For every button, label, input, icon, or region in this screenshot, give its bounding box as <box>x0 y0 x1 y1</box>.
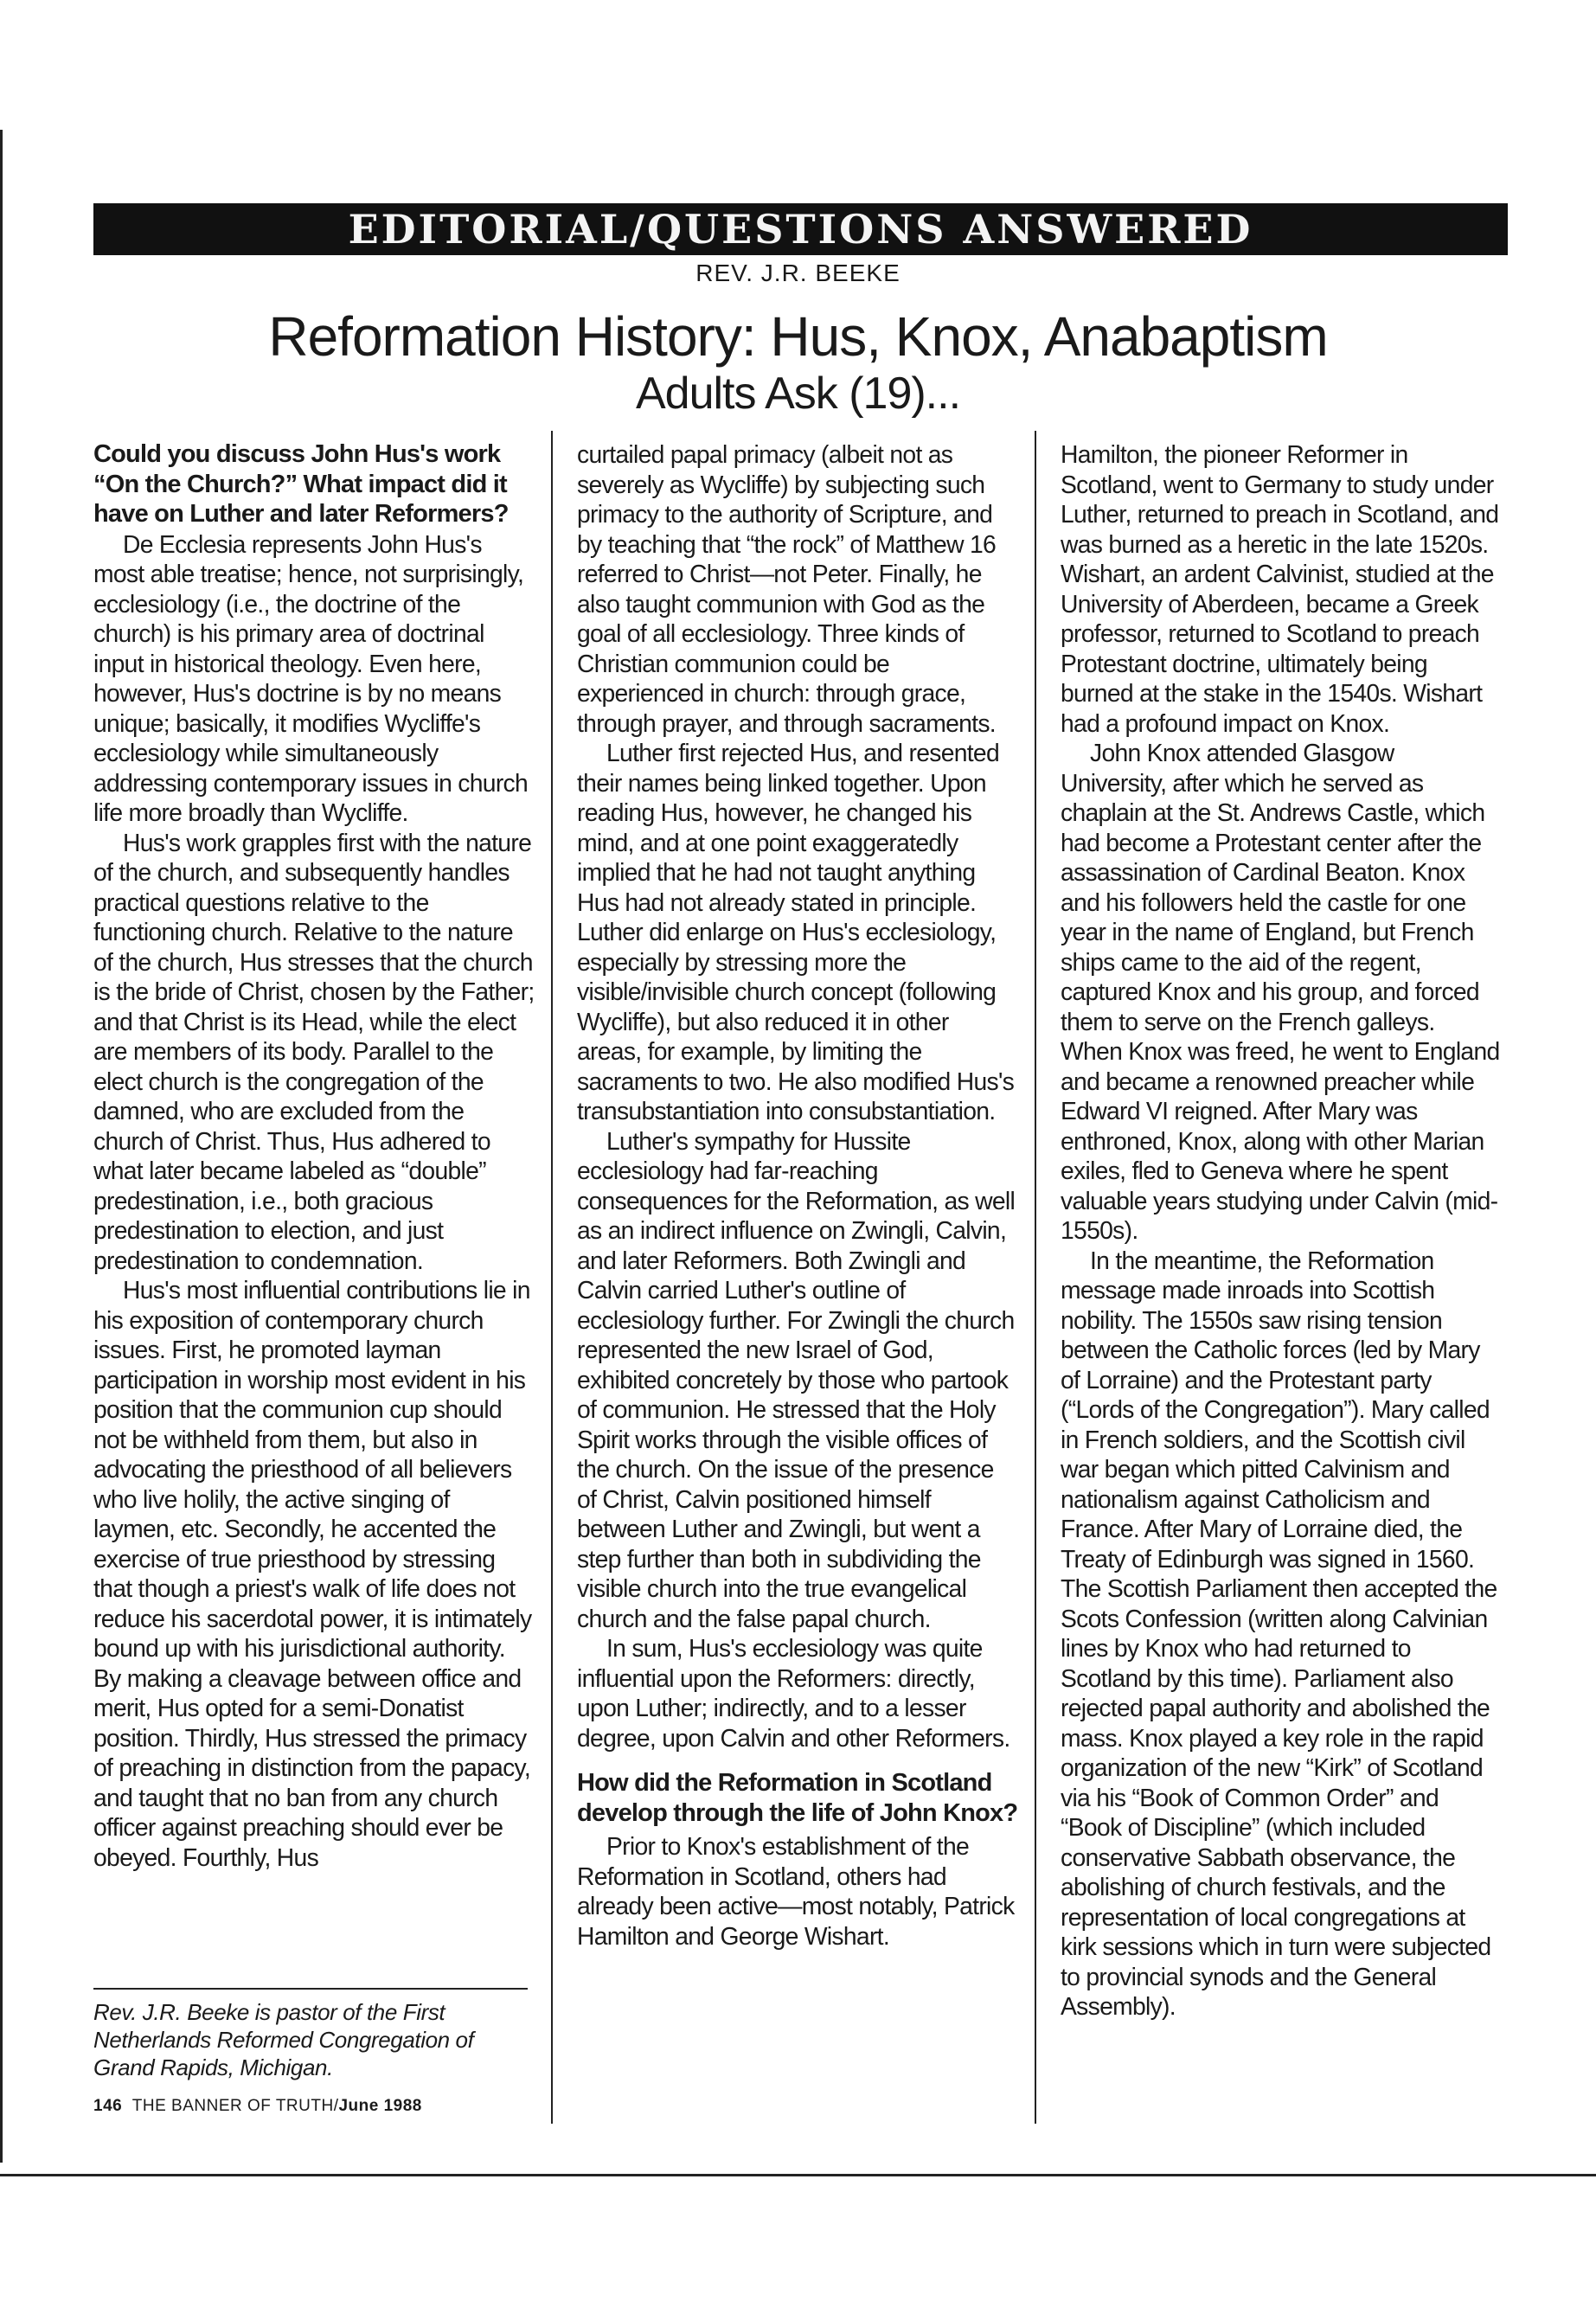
paragraph: Hus's most influential contributions lie in his exposition of contemporary church issues. First, he promoted layman participation in worship most evident in his position that the communion cup should not be withheld from them, but also in advocating the priesthood of all believers who live holily, the active singing of laymen, etc. Secondly, he accented the exercise of true priesthood by stressing that though a priest's walk of life does not reduce his sacerdotal power, it is intimately bound up with his jurisdictional authority. By making a cleavage between office and merit, Hus opted for a semi-Donatist position. Thirdly, Hus stressed the primacy of preaching in distinction from the papacy, and taught that no ban from any church officer against preaching should ever be obeyed. Fourthly, Hus <box>93 1276 532 1871</box>
paragraph: Hamilton, the pioneer Reformer in Scotland, went to Germany to study under Luther, returned to preach in Scotland, and was burned as a heretic in the late 1520s. Wishart, an ardent Calvinist, studied at the University of Aberdeen, became a Greek professor, returned to Scotland to preach Protestant doctrine, ultimately being burned at the stake in the 1540s. Wishart had a profound impact on Knox. <box>1061 440 1499 737</box>
column-1 <box>93 439 535 1872</box>
paragraph: John Knox attended Glasgow University, after which he served as chaplain at the St. Andrews Castle, which had become a Protestant center after the assassination of Cardinal Beaton. Knox and his followers held the castle for one year in the name of England, but French ships came to the aid of the regent, captured Knox and his group, and forced them to serve on the French galleys. When Knox was freed, he went to England and became a renowned preacher while Edward VI reigned. After Mary was enthroned, Knox, along with other Marian exiles, fled to Geneva where he spent valuable years studying under Calvin (mid-1550s). <box>1061 739 1500 1244</box>
paragraph: In the meantime, the Reformation message made inroads into Scottish nobility. The 1550s saw rising tension between the Catholic forces (led by Mary of Lorraine) and the Protestant party (“Lords of the Congregation”). Mary called in French soldiers, and the Scottish civil war began which pitted Calvinism and nationalism against Catholicism and France. After Mary of Lorraine died, the Treaty of Edinburgh was signed in 1560. The Scottish Parliament then accepted the Scots Confession (written along Calvinian lines by Knox who had returned to Scotland by this time). Parliament also rejected papal authority and abolished the mass. Knox played a key role in the rapid organization of the new “Kirk” of Scotland via his “Book of Common Order” and “Book of Discipline” (which included conservative Sabbath observance, the abolishing of church festivals, and the representation of local congregations at kirk sessions which in turn were subjected to provincial synods and the General Assembly). <box>1061 1246 1497 2020</box>
question-heading-hus: Could you discuss John Hus's work “On the Church?” What impact did it have on Luther and later Reformers? <box>93 440 509 528</box>
paragraph: Hus's work grapples first with the nature of the church, and subsequently handles practical questions relative to the functioning church. Relative to the nature of the church, Hus stresses that the church is the bride of Christ, chosen by the Father; and that Christ is its Head, while the elect are members of its body. Parallel to the elect church is the congregation of the damned, who are excluded from the church of Christ. Thus, Hus adhered to what later became labeled as “double” predestination, i.e., both gracious predestination to election, and just predestination to condemnation. <box>93 828 535 1274</box>
column-rule-2 <box>1035 431 1036 2124</box>
column-2 <box>577 439 1018 1951</box>
paragraph: In sum, Hus's ecclesiology was quite influential upon the Reformers: directly, upon Luther; indirectly, and to a lesser degree, upon Calvin and other Reformers. <box>577 1634 1010 1752</box>
paragraph: De Ecclesia represents John Hus's most able treatise; hence, not surprisingly, ecclesiology (i.e., the doctrine of the church) is his primary area of doctrinal input in historical theology. Even here, however, Hus's doctrine is by no means unique; basically, it modifies Wycliffe's ecclesiology while simultaneously addressing contemporary issues in church life more broadly than Wycliffe. <box>93 529 529 826</box>
paragraph: Prior to Knox's establishment of the Reformation in Scotland, others had already been active—most notably, Patrick Hamilton and George Wishart. <box>577 1832 1015 1950</box>
paragraph: curtailed papal primacy (albeit not as severely as Wycliffe) by subjecting such primacy to the authority of Scripture, and by teaching that “the rock” of Matthew 16 referred to Christ—not Peter. Finally, he also taught communion with God as the goal of all ecclesiology. Three kinds of Christian communion could be experienced in church: through grace, through prayer, and through sacraments. <box>577 440 997 737</box>
author-note-rule <box>93 1988 528 1990</box>
author-byline: REV. J.R. BEEKE <box>695 260 901 286</box>
magazine-name: THE BANNER OF TRUTH/ <box>131 2097 339 2115</box>
author-note: Rev. J.R. Beeke is pastor of the First Netherlands Reformed Congregation of Grand Rapids, Michigan. <box>93 1999 474 2080</box>
column-rule-1 <box>551 431 553 2124</box>
article-title: Reformation History: Hus, Knox, Anabaptism <box>268 305 1328 368</box>
banner-text: EDITORIAL/QUESTIONS ANSWERED <box>348 206 1253 253</box>
page-edge-left <box>0 130 3 2163</box>
page-number: 146 <box>93 2097 123 2115</box>
section-banner <box>93 203 1508 255</box>
page-footer <box>93 2097 422 2116</box>
paragraph: Luther first rejected Hus, and resented their names being linked together. Upon reading Hus, however, he changed his mind, and at one point exaggeratedly implied that he had not taught anything Hus had not already stated in principle. Luther did enlarge on Hus's ecclesiology, especially by stressing more the visible/invisible church concept (following Wycliffe), but also reduced it in other areas, for example, by limiting the sacraments to two. He also modified Hus's transubstantiation into consubstantiation. <box>577 739 1015 1125</box>
paragraph: Luther's sympathy for Hussite ecclesiology had far-reaching consequences for the Reformation, as well as an indirect influence on Zwingli, Calvin, and later Reformers. Both Zwingli and Calvin carried Luther's outline of ecclesiology further. For Zwingli the church represented the new Israel of God, exhibited concretely by those who partook of communion. He stressed that the Holy Spirit works through the visible offices of the church. On the issue of the presence of Christ, Calvin positioned himself between Luther and Zwingli, but went a step further than both in subdividing the visible church into the true evangelical church and the false papal church. <box>577 1126 1016 1632</box>
page-edge-bottom <box>0 2174 1596 2176</box>
column-3 <box>1061 439 1502 2022</box>
article-subtitle: Adults Ask (19)... <box>635 369 961 419</box>
issue-date: June 1988 <box>338 2097 422 2115</box>
question-heading-knox: How did the Reformation in Scotland develop through the life of John Knox? <box>577 1769 1018 1827</box>
